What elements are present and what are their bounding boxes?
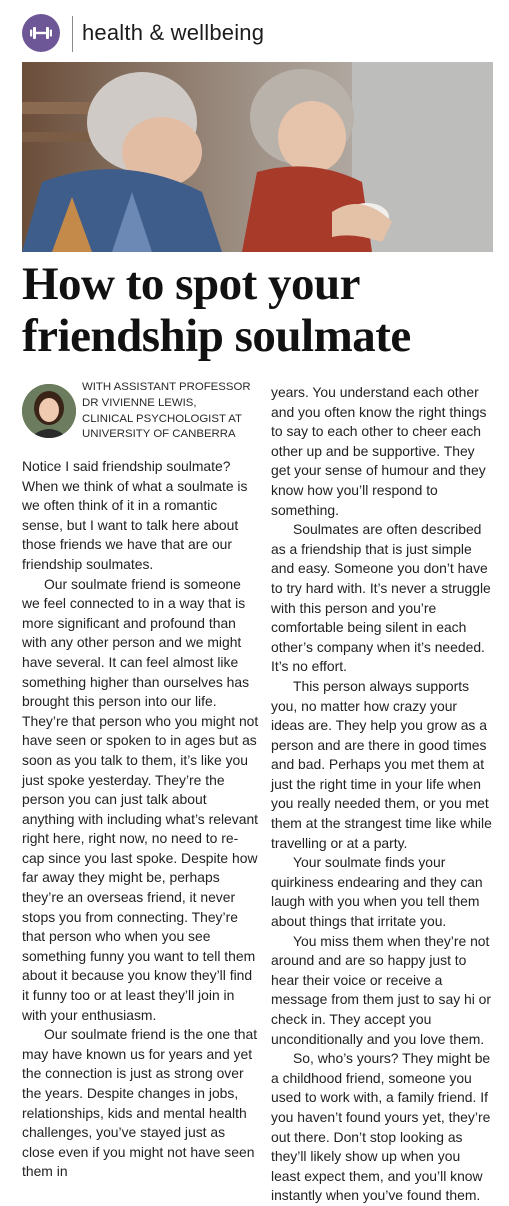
author-avatar	[22, 384, 76, 438]
paragraph: You miss them when they’re not around and are so happy just to hear their voice or receive a message from them just to say hi or check in. They accept you unconditionally and you love them.	[271, 932, 492, 1047]
dumbbell-icon	[29, 21, 53, 45]
article-headline	[22, 258, 492, 362]
headline-line-1: How to spot your	[22, 258, 360, 310]
author-credit	[82, 380, 262, 443]
section-badge	[22, 14, 60, 52]
paragraph: Your soulmate finds your quirkiness endearing and they can laugh with you when you tell them about things that irritate you.	[271, 854, 483, 930]
right-column	[271, 383, 493, 1206]
header-divider	[72, 16, 73, 52]
paragraph: So, who’s yours? They might be a childhood friend, someone you used to work with, a family friend. If you haven’t found yours yet, they’re out there. Don’t stop looking as they’ll likely show up when you least expect them, and you’ll know instantly when you’ve found them.	[271, 1050, 491, 1204]
section-title: health & wellbeing	[82, 20, 265, 45]
paragraph: years. You understand each other and you often know the right things to say to each other to cheer each other up and be supportive. They get your sense of humour and they know how you’ll respond to something.	[271, 384, 487, 518]
credit-line-4: UNIVERSITY OF CANBERRA	[82, 428, 236, 441]
paragraph: This person always supports you, no matter how crazy your ideas are. They help you grow as a person and are there in good times and bad. Perhaps you met them at just the right time in your life when you really needed them, or you met them at the strangest time like while travelling or at a party.	[271, 677, 492, 851]
paragraph: Notice I said friendship soulmate? When we think of what a soulmate is we often think of it in a romantic sense, but I want to talk here about those friends we have that are our friendship soulmates.	[22, 458, 248, 572]
section-header	[20, 12, 490, 56]
paragraph: Our soulmate friend is someone we feel connected to in a way that is more significant and profound than with any other person and we might have several. It can feel almost like something higher than ourselves has brought this person into our life. They’re that person who you might not have seen or spoken to in ages but as soon as you talk to them, it’s like you just spoke yesterday. They’re the person you can just talk about anything with including what’s relevant right here, right now, no need to re-cap since you last spoke. Despite how far away they might be, perhaps they’re an overseas friend, it never stops you from connecting. They’re that person who when you see something funny you want to tell them about it because you know they’ll find it funny too or at least they’ll join in with your enthusiasm.	[22, 575, 259, 1023]
byline	[22, 380, 262, 442]
credit-line-2: DR VIVIENNE LEWIS,	[82, 396, 197, 409]
left-column	[22, 457, 260, 1182]
article-photo	[22, 62, 493, 252]
paragraph: Soulmates are often described as a friendship that is just simple and easy. Someone you don’t have to try hard with. It’s never a struggle with this person and you’re comfortable being silent in each other’s company when it’s needed. It’s no effort.	[271, 521, 491, 675]
credit-line-1: WITH ASSISTANT PROFESSOR	[82, 381, 251, 393]
paragraph: Our soulmate friend is the one that may have known us for years and yet the connection is just as strong over the years. Despite changes in jobs, relationships, kids and mental health challenges, you’ve stayed just as close even if you might not have seen them in	[22, 1026, 258, 1180]
headline-line-2: friendship soulmate	[22, 310, 411, 362]
credit-line-3: CLINICAL PSYCHOLOGIST AT	[82, 412, 242, 425]
